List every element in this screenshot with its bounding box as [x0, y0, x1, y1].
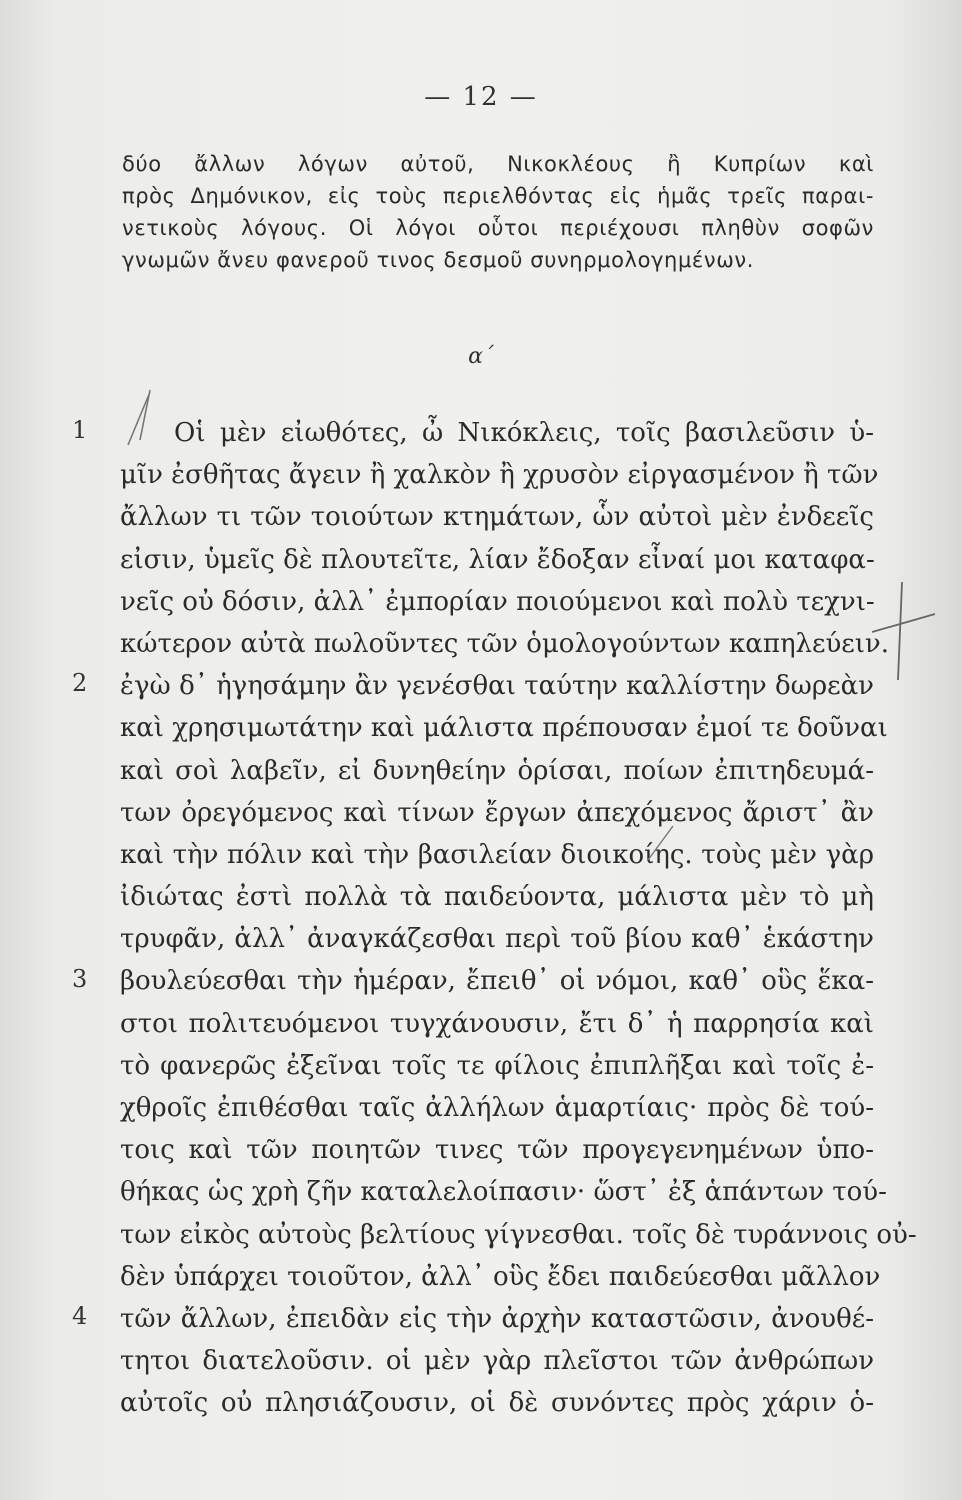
text-line: Οἱ μὲν εἰωθότες, ὦ Νικόκλεις, τοῖς βασιλεῦσιν ὑ- [174, 418, 874, 448]
text-line: στοι πολιτευόμενοι τυγχάνουσιν, ἔτι δ᾽ ἡ παρρησία καὶ [120, 1008, 874, 1039]
paragraph-number: 4 [72, 1302, 88, 1331]
intro-line: πρὸς Δημόνικον, εἰς τοὺς περιελθόντας εἰς ἡμᾶς τρεῖς παραι- [122, 184, 874, 208]
paragraph-number: 1 [72, 416, 88, 444]
main-text [120, 412, 917, 1425]
text-line: τητοι διατελοῦσιν. οἱ μὲν γὰρ πλεῖστοι τῶν ἀνθρώπων [120, 1346, 874, 1377]
text-line: ἐγὼ δ᾽ ἡγησάμην ἂν γενέσθαι ταύτην καλλίστην δωρεὰν [120, 671, 874, 702]
text-line: ἰδιώτας ἐστὶ πολλὰ τὰ παιδεύοντα, μάλιστα μὲν τὸ μὴ [120, 882, 874, 913]
text-line: καὶ τὴν πόλιν καὶ τὴν βασιλείαν διοικοίης. τοὺς μὲν γὰρ [120, 839, 874, 870]
text-line: μῖν ἐσθῆτας ἄγειν ἢ χαλκὸν ἢ χρυσὸν εἰργασμένον ἢ τῶν [120, 460, 879, 491]
text-line: τῶν ἄλλων, ἐπειδὰν εἰς τὴν ἀρχὴν καταστῶσιν, ἀνουθέ- [120, 1303, 874, 1334]
text-line: των εἰκὸς αὐτοὺς βελτίους γίγνεσθαι. τοῖς δὲ τυράννοις οὐ- [120, 1219, 917, 1250]
page-number: — 12 — [424, 82, 538, 112]
text-line: καὶ χρησιμωτάτην καὶ μάλιστα πρέπουσαν ἐμοί τε δοῦναι [120, 713, 888, 744]
intro-paragraph [122, 148, 874, 276]
text-line: τοις καὶ τῶν ποιητῶν τινες τῶν προγεγενημένων ὑπο- [120, 1135, 874, 1166]
text-line: χθροῖς ἐπιθέσθαι ταῖς ἀλλήλων ἁμαρτίαις· πρὸς δὲ τού- [120, 1093, 874, 1123]
text-line: καὶ σοὶ λαβεῖν, εἰ δυνηθείην ὁρίσαι, ποίων ἐπιτηδευμά- [120, 755, 874, 786]
section-heading: α΄ [468, 344, 494, 369]
text-line: ἄλλων τι τῶν τοιούτων κτημάτων, ὧν αὐτοὶ μὲν ἐνδεεῖς [120, 502, 874, 533]
text-line: αὐτοῖς οὐ πλησιάζουσιν, οἱ δὲ συνόντες πρὸς χάριν ὁ- [120, 1388, 874, 1419]
paragraph-number: 2 [72, 669, 88, 698]
text-line: τρυφᾶν, ἀλλ᾽ ἀναγκάζεσθαι περὶ τοῦ βίου καθ᾽ ἑκάστην [120, 924, 874, 955]
text-line: των ὀρεγόμενος καὶ τίνων ἔργων ἀπεχόμενος ἄριστ᾽ ἂν [120, 797, 874, 828]
paragraph-number: 3 [72, 964, 88, 993]
text-line: δὲν ὑπάρχει τοιοῦτον, ἀλλ᾽ οὓς ἔδει παιδεύεσθαι μᾶλλον [120, 1261, 881, 1292]
intro-line: νετικοὺς λόγους. Οἱ λόγοι οὗτοι περιέχουσι πληθὺν σοφῶν [122, 216, 874, 240]
text-line: βουλεύεσθαι τὴν ἡμέραν, ἔπειθ᾽ οἱ νόμοι, καθ᾽ οὓς ἕκα- [120, 966, 874, 997]
text-line: κώτερον αὐτὰ πωλοῦντες τῶν ὁμολογούντων καπηλεύειν. [120, 628, 890, 659]
intro-line: γνωμῶν ἄνευ φανεροῦ τινος δεσμοῦ συνηρμολογημένων. [122, 248, 754, 272]
text-line: θήκας ὡς χρὴ ζῆν καταλελοίπασιν· ὥστ᾽ ἐξ ἁπάντων τού- [120, 1177, 887, 1208]
text-line: τὸ φανερῶς ἐξεῖναι τοῖς τε φίλοις ἐπιπλῆξαι καὶ τοῖς ἐ- [120, 1050, 874, 1081]
text-line: εἰσιν, ὑμεῖς δὲ πλουτεῖτε, λίαν ἔδοξαν εἶναί μοι καταφα- [120, 544, 875, 575]
intro-line: δύο ἄλλων λόγων αὐτοῦ, Νικοκλέους ἢ Κυπρίων καὶ [122, 152, 874, 176]
text-line: νεῖς οὐ δόσιν, ἀλλ᾽ ἐμπορίαν ποιούμενοι καὶ πολὺ τεχνι- [120, 586, 875, 617]
